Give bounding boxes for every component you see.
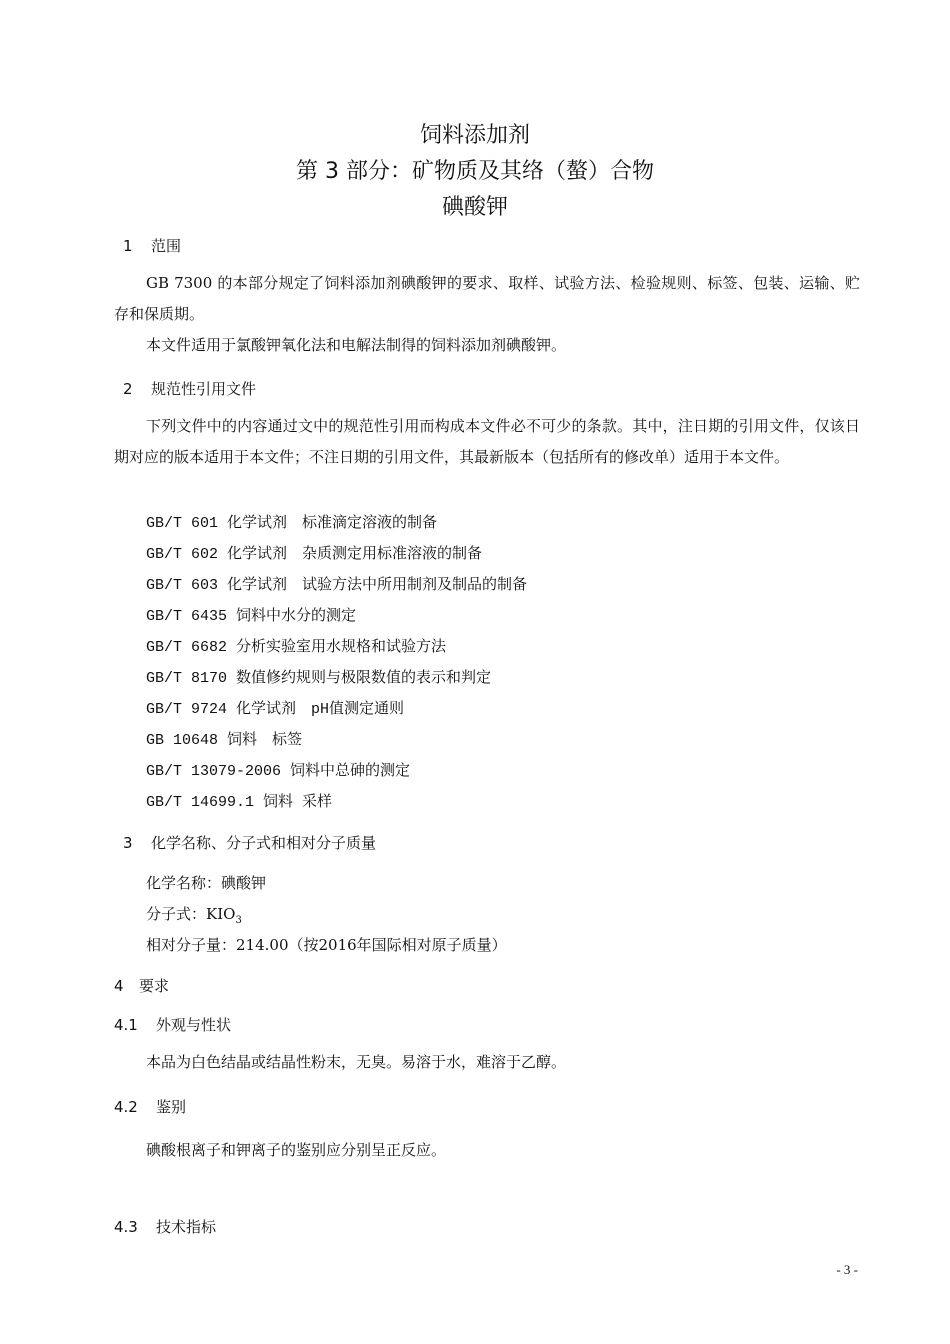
- reference-item: GB/T 6682 分析实验室用水规格和试验方法: [146, 639, 447, 656]
- reference-item: GB/T 603 化学试剂 试验方法中所用制剂及制品的制备: [146, 577, 528, 594]
- doc-title-line1: 饲料添加剂: [419, 123, 530, 148]
- section-3-heading: [123, 832, 376, 853]
- section-2-heading: [123, 378, 256, 399]
- section-number: 4: [114, 977, 124, 995]
- section-number: 1: [123, 237, 133, 255]
- doc-title-line3: 碘酸钾: [441, 195, 508, 220]
- section-4-heading: [114, 975, 169, 996]
- section-4-1-para: 本品为白色结晶或结晶性粉末，无臭。易溶于水，难溶于乙醇。: [146, 1053, 567, 1071]
- reference-item: GB/T 601 化学试剂 标准滴定溶液的制备: [146, 515, 438, 532]
- section-1-para-2: 本文件适用于氯酸钾氧化法和电解法制得的饲料添加剂碘酸钾。: [146, 336, 567, 354]
- section-title: 鉴别: [156, 1098, 187, 1116]
- section-number: 2: [123, 380, 133, 398]
- section-number: 4.2: [114, 1098, 138, 1116]
- section-title: 规范性引用文件: [151, 380, 257, 398]
- reference-item: GB 10648 饲料 标签: [146, 732, 303, 749]
- molecular-formula: [146, 903, 242, 926]
- section-4-2-para: 碘酸根离子和钾离子的鉴别应分别呈正反应。: [146, 1141, 447, 1159]
- section-number: 4.3: [114, 1218, 138, 1236]
- section-1-heading: [123, 235, 181, 256]
- section-2-para-1: 下列文件中的内容通过文中的规范性引用而构成本文件必不可少的条款。其中，注日期的引用文件，仅该日期对应的版本适用于本文件；不注日期的引用文件，其最新版本（包括所有的修改单）适用于本文件。: [114, 417, 860, 466]
- section-4-1-heading: [114, 1014, 231, 1035]
- chemical-name: 化学名称：碘酸钾: [146, 874, 267, 892]
- reference-item: GB/T 6435 饲料中水分的测定: [146, 608, 357, 625]
- reference-item: GB/T 602 化学试剂 杂质测定用标准溶液的制备: [146, 546, 483, 563]
- reference-item: GB/T 14699.1 饲料 采样: [146, 794, 333, 811]
- section-1-para-1: GB 7300 的本部分规定了饲料添加剂碘酸钾的要求、取样、试验方法、检验规则、标签、包装、运输、贮存和保质期。: [114, 274, 860, 323]
- doc-title-line2: 第 3 部分：矿物质及其络（螯）合物: [296, 159, 654, 184]
- formula-subscript: 3: [235, 915, 242, 926]
- page-number: - 3 -: [836, 1262, 858, 1277]
- section-number: 4.1: [114, 1016, 138, 1034]
- reference-item: GB/T 8170 数值修约规则与极限数值的表示和判定: [146, 670, 492, 687]
- reference-item: GB/T 13079-2006 饲料中总砷的测定: [146, 763, 411, 780]
- section-4-3-heading: [114, 1216, 216, 1237]
- molecular-mass: 相对分子量：214.00（按2016年国际相对原子质量）: [146, 936, 507, 954]
- section-title: 化学名称、分子式和相对分子质量: [151, 834, 377, 852]
- section-title: 外观与性状: [156, 1016, 232, 1034]
- section-number: 3: [123, 834, 133, 852]
- section-title: 技术指标: [156, 1218, 217, 1236]
- section-title: 要求: [139, 977, 170, 995]
- section-title: 范围: [151, 237, 182, 255]
- section-4-2-heading: [114, 1096, 186, 1117]
- reference-item: GB/T 9724 化学试剂 pH值测定通则: [146, 701, 405, 718]
- formula-label: 分子式：KIO: [146, 905, 236, 923]
